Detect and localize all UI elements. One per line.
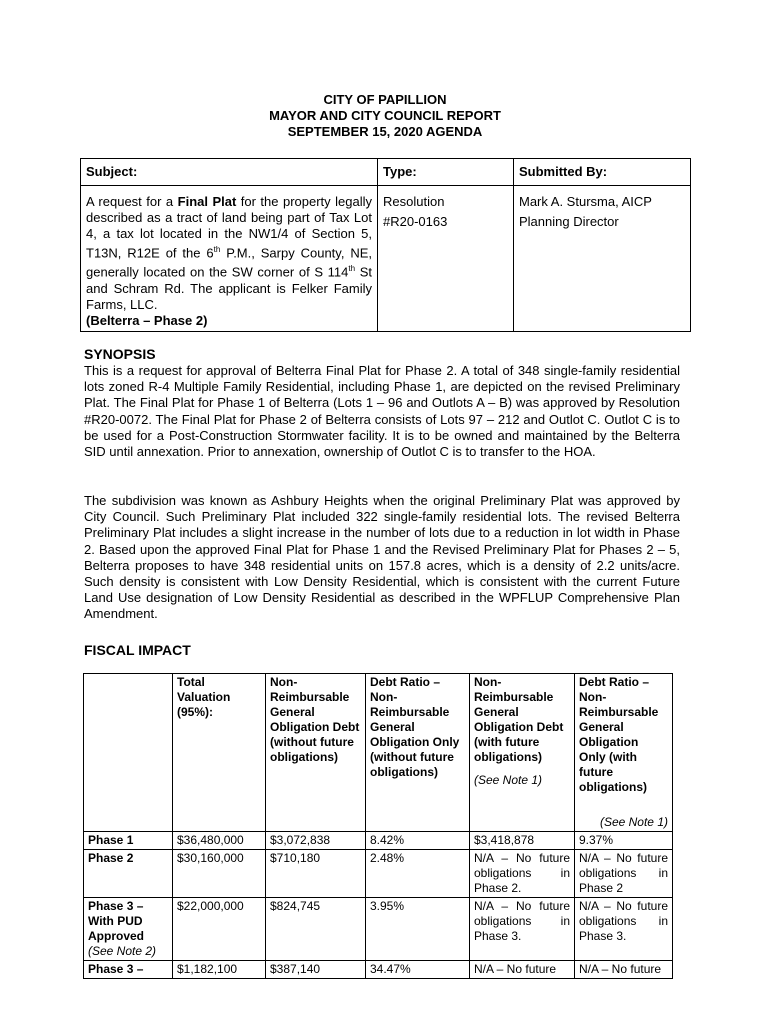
cell-debt: $824,745 bbox=[266, 898, 366, 961]
cell-ratio-future: 9.37% bbox=[575, 832, 673, 850]
row-label-phase-3: Phase 3 – bbox=[84, 961, 173, 979]
synopsis-paragraph-1: This is a request for approval of Belterra Final Plat for Phase 2. A total of 348 single-family residential lots zoned R-4 Multiple Family Residential, including Phase 1, are depicted on the revised Preliminary Plat. The Final Plat for Phase 1 of Belterra (Lots 1 – 96 and Outlots A – B) was approved by Resolution #R20-0072. The Final Plat for Phase 2 of Belterra consists of Lots 97 – 212 and Outlot C. Outlot C is to be used for a Post-Construction Stormwater facility. It is to be owned and maintained by the Belterra SID until annexation. Prior to annexation, ownership of Outlot C is to transfer to the HOA. bbox=[84, 363, 680, 460]
fiscal-header-ratio: Debt Ratio – Non-Reimbursable General Obligation Only (without future obligations) bbox=[366, 674, 470, 832]
cell-valuation: $36,480,000 bbox=[173, 832, 266, 850]
subject-header: Subject: bbox=[81, 159, 378, 186]
cell-valuation: $30,160,000 bbox=[173, 850, 266, 898]
header-report-title: MAYOR AND CITY COUNCIL REPORT bbox=[269, 108, 501, 123]
header-city: CITY OF PAPILLION bbox=[323, 92, 447, 107]
cell-debt: $387,140 bbox=[266, 961, 366, 979]
see-note-1: (See Note 1) bbox=[474, 773, 543, 787]
subject-description: A request for a Final Plat for the property legally described as a tract of land being part of Tax Lot 4, a tax lot located in the NW1/4 of Section 5, T13N, R12E of the 6th P.M., Sarpy County, NE, generally located on the SW corner of S 114th St and Schram Rd. The applicant is Felker Family Farms, LLC. (Belterra – Phase 2) bbox=[81, 186, 378, 332]
report-header bbox=[0, 92, 770, 140]
fiscal-header-debt-future: Non-Reimbursable General Obligation Debt (with future obligations) (See Note 1) bbox=[470, 674, 575, 832]
cell-debt-future: N/A – No future obligations in Phase 2. bbox=[470, 850, 575, 898]
synopsis-title: SYNOPSIS bbox=[84, 346, 156, 362]
cell-debt-future: N/A – No future obligations in Phase 3. bbox=[470, 898, 575, 961]
fiscal-header-valuation: Total Valuation (95%): bbox=[173, 674, 266, 832]
cell-valuation: $1,182,100 bbox=[173, 961, 266, 979]
project-name: (Belterra – Phase 2) bbox=[86, 312, 208, 328]
row-label-phase-3-pud: Phase 3 – With PUD Approved (See Note 2) bbox=[84, 898, 173, 961]
cell-ratio-future: N/A – No future bbox=[575, 961, 673, 979]
subject-table bbox=[80, 158, 691, 332]
fiscal-impact-table bbox=[83, 673, 673, 979]
cell-ratio-future: N/A – No future obligations in Phase 2 bbox=[575, 850, 673, 898]
see-note-2: (See Note 2) bbox=[88, 944, 157, 958]
see-note-1: (See Note 1) bbox=[599, 815, 668, 829]
type-cell bbox=[378, 186, 514, 332]
cell-debt: $710,180 bbox=[266, 850, 366, 898]
submitter-name: Mark A. Stursma, AICP bbox=[519, 194, 652, 209]
cell-ratio: 3.95% bbox=[366, 898, 470, 961]
cell-valuation: $22,000,000 bbox=[173, 898, 266, 961]
submitter-title: Planning Director bbox=[519, 214, 619, 229]
fiscal-header-debt: Non-Reimbursable General Obligation Debt (without future obligations) bbox=[266, 674, 366, 832]
cell-ratio: 8.42% bbox=[366, 832, 470, 850]
cell-debt: $3,072,838 bbox=[266, 832, 366, 850]
cell-ratio-future: N/A – No future obligations in Phase 3. bbox=[575, 898, 673, 961]
fiscal-header-ratio-future: Debt Ratio – Non-Reimbursable General Obligation Only (with future obligations) (See Note 1) bbox=[575, 674, 673, 832]
cell-ratio: 2.48% bbox=[366, 850, 470, 898]
final-plat-label: Final Plat bbox=[177, 194, 237, 209]
synopsis-paragraph-2: The subdivision was known as Ashbury Heights when the original Preliminary Plat was approved by City Council. Such Preliminary Plat included 322 single-family residential lots. The revised Belterra Preliminary Plat includes a slight increase in the number of lots due to a reduction in lot width in Phase 2. Based upon the approved Final Plat for Phase 1 and the Revised Preliminary Plat for Phases 2 – 5, Belterra proposes to have 348 residential units on 157.8 acres, which is a density of 2.2 units/acre. Such density is consistent with Low Density Residential, which is consistent with the current Future Land Use designation of Low Density Residential as described in the WPFLUP Comprehensive Plan Amendment. bbox=[84, 493, 680, 622]
submitted-by-cell bbox=[514, 186, 691, 332]
cell-ratio: 34.47% bbox=[366, 961, 470, 979]
row-label-phase-2: Phase 2 bbox=[84, 850, 173, 898]
row-label-phase-1: Phase 1 bbox=[84, 832, 173, 850]
type-header: Type: bbox=[378, 159, 514, 186]
header-agenda-date: SEPTEMBER 15, 2020 AGENDA bbox=[287, 124, 483, 139]
type-resolution: Resolution bbox=[383, 194, 445, 209]
resolution-number: #R20-0163 bbox=[383, 214, 448, 229]
fiscal-impact-title: FISCAL IMPACT bbox=[84, 642, 191, 658]
submitted-by-header: Submitted By: bbox=[514, 159, 691, 186]
cell-debt-future: N/A – No future bbox=[470, 961, 575, 979]
fiscal-header-blank bbox=[84, 674, 173, 832]
cell-debt-future: $3,418,878 bbox=[470, 832, 575, 850]
